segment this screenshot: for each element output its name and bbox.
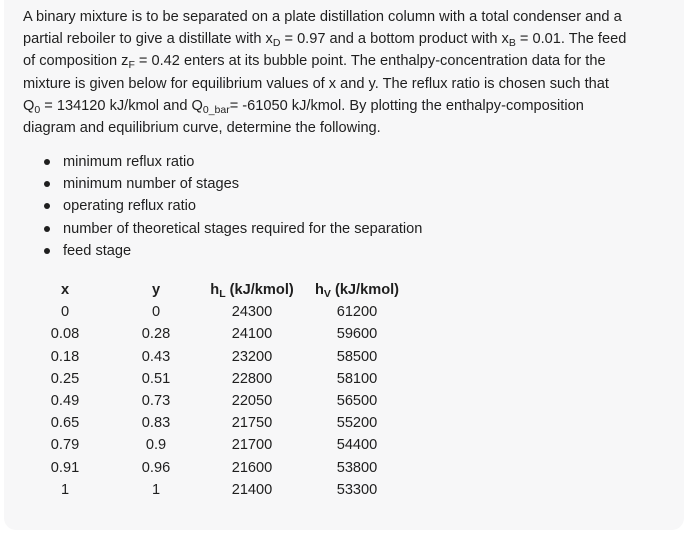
problem-statement [23,6,673,139]
problem-line-3: of composition $z_F = 0.42$ enters at its bubble point. The enthalpy-concentration data for the [23,53,606,72]
problem-line-5: $Q_0 = 134120$ kJ/kmol and $Q_{0\_bar}= -61050$ kJ/kmol. By plotting the enthalpy-composition [23,97,584,116]
problem-line-1: A binary mixture is to be separated on a plate distillation column with a total condenser and a [23,9,622,25]
cell-hv: 58500 [336,348,378,365]
cell-hl: 24100 [231,326,273,343]
cell-x: 0.18 [50,348,80,365]
task-item: minimum number of stages [43,173,422,195]
cell-y: 0.43 [141,348,171,365]
cell-y: 1 [151,481,161,498]
cell-x: 0 [60,304,70,321]
cell-x: 0.65 [50,415,80,432]
cell-hv: 53800 [336,459,378,476]
cell-x: 0.49 [50,393,80,410]
task-item: feed stage [43,240,422,262]
cell-hl: 21700 [231,437,273,454]
question-card [4,0,684,530]
cell-hv: 58100 [336,370,378,387]
table-row [23,390,415,412]
cell-hv: 61200 [336,304,378,321]
table-row [23,434,415,456]
cell-hl: 23200 [231,348,273,365]
cell-y: 0.51 [141,370,171,387]
header-x: x [60,282,70,299]
table-row [23,346,415,368]
task-item: minimum reflux ratio [43,151,422,173]
table-row [23,457,415,479]
table-row [23,368,415,390]
cell-y: 0.28 [141,326,171,343]
cell-y: 0.83 [141,415,171,432]
problem-line-4: mixture is given below for equilibrium values of x and y. The reflux ratio is chosen such that [23,75,609,92]
cell-y: 0 [151,304,161,321]
cell-hv: 54400 [336,437,378,454]
table-row [23,323,415,345]
table-row [23,479,415,501]
cell-hv: 56500 [336,393,378,410]
cell-x: 0.91 [50,459,80,476]
cell-hv: 59600 [336,326,378,343]
task-item: number of theoretical stages required for the separation [43,218,422,240]
cell-x: 0.25 [50,370,80,387]
table-row [23,301,415,323]
cell-hl: 21750 [231,415,273,432]
header-hl: $h_L$ (kJ/kmol) [210,282,294,301]
problem-line-2: partial reboiler to give a distillate with $x_D = 0.97$ and a bottom product with $x_B = 0.01$. The feed [23,31,627,50]
cell-hl: 24300 [231,304,273,321]
header-y: y [151,282,161,299]
task-item: operating reflux ratio [43,195,422,217]
header-hv: $h_V$ (kJ/kmol) [314,282,400,301]
cell-y: 0.9 [145,437,167,454]
cell-y: 0.73 [141,393,171,410]
cell-x: 0.79 [50,437,80,454]
table-header-row [23,279,415,301]
cell-hl: 22050 [231,393,273,410]
enthalpy-table [23,279,415,501]
cell-x: 0.08 [50,326,80,343]
problem-line-6: diagram and equilibrium curve, determine the following. [23,120,381,137]
task-list [43,151,422,262]
cell-hv: 55200 [336,415,378,432]
cell-hl: 21600 [231,459,273,476]
cell-x: 1 [60,481,70,498]
cell-hl: 22800 [231,370,273,387]
table-row [23,412,415,434]
cell-hv: 53300 [336,481,378,498]
cell-y: 0.96 [141,459,171,476]
cell-hl: 21400 [231,481,273,498]
